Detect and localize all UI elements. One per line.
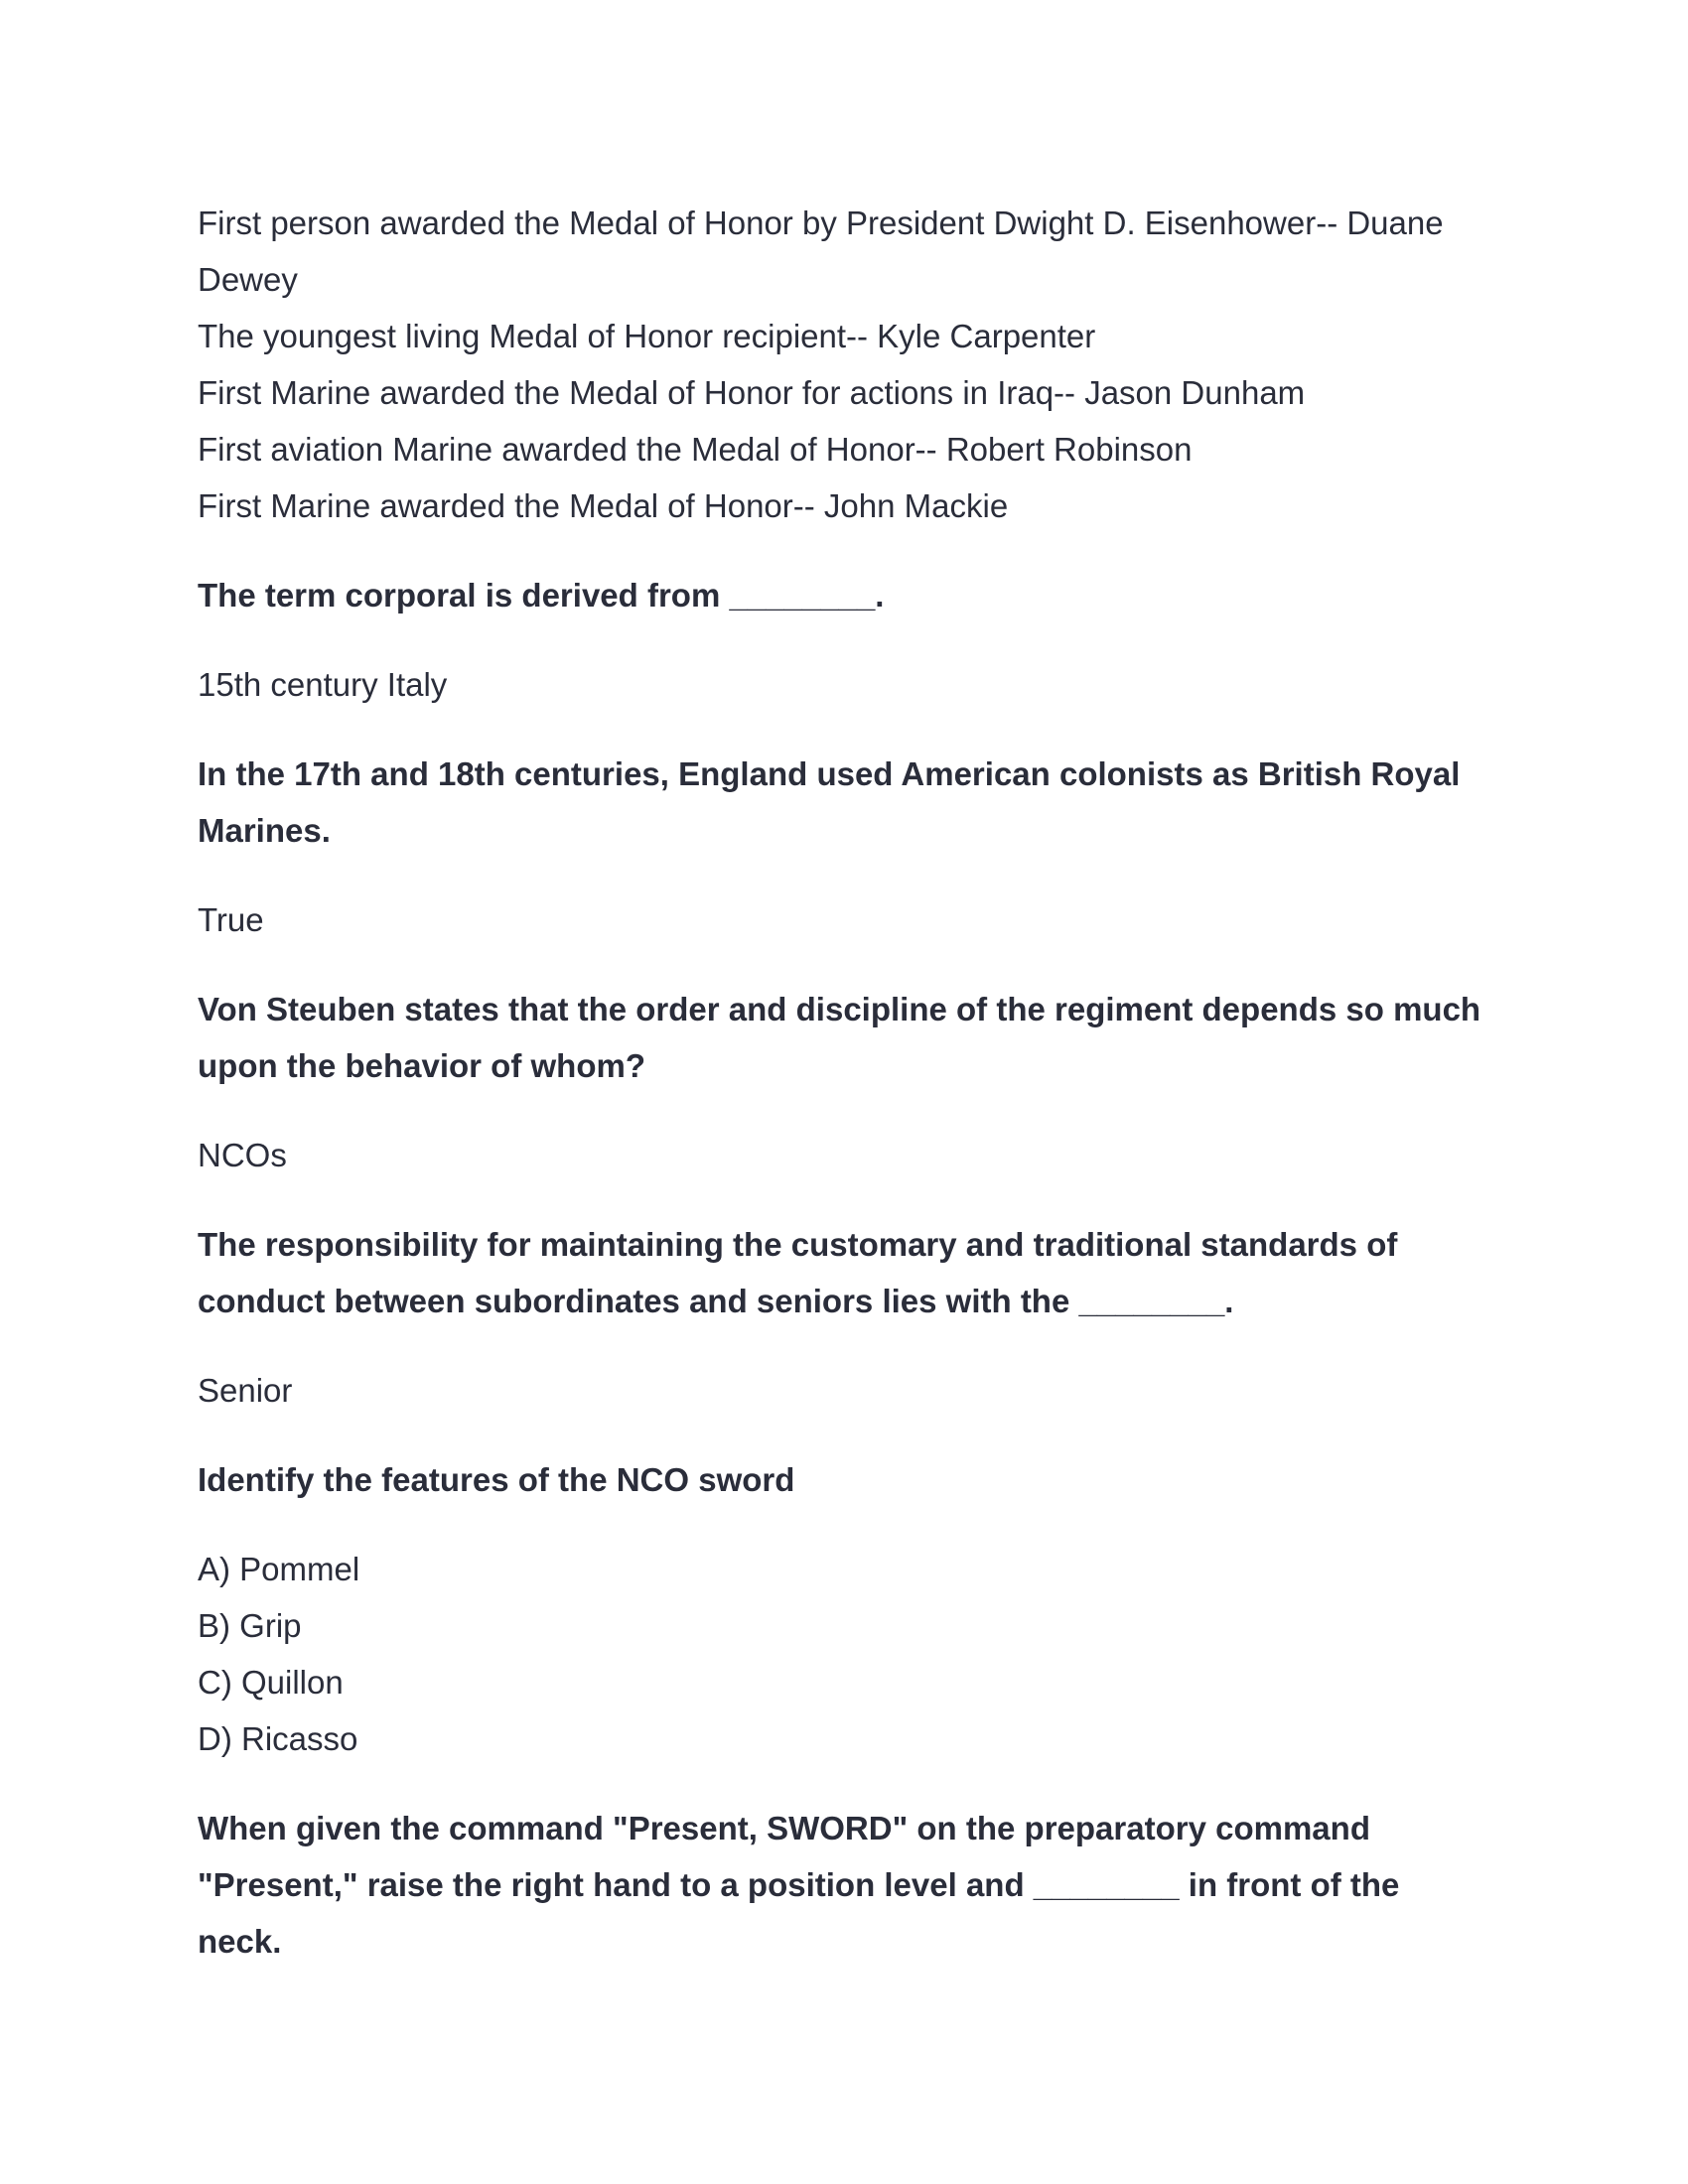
spacer: [198, 1094, 1488, 1127]
question-block: [198, 567, 1488, 713]
question-text: The responsibility for maintaining the customary and traditional standards of conduct between subordinates and seniors lies with the ________.: [198, 1226, 1398, 1319]
spacer: [198, 1329, 1488, 1362]
question-block: [198, 1451, 1488, 1767]
answer-option: C) Quillon: [198, 1664, 344, 1701]
medal-of-honor-list: [198, 195, 1488, 534]
spacer: [198, 1183, 1488, 1216]
document-body: [198, 195, 1488, 1970]
answer-text: 15th century Italy: [198, 666, 448, 703]
spacer: [198, 859, 1488, 891]
list-item: The youngest living Medal of Honor recipient-- Kyle Carpenter: [198, 318, 1096, 354]
answer-option: D) Ricasso: [198, 1720, 358, 1757]
spacer: [198, 623, 1488, 656]
question-text: In the 17th and 18th centuries, England used American colonists as British Royal Marines.: [198, 755, 1461, 849]
answer-text: NCOs: [198, 1137, 287, 1173]
spacer: [198, 534, 1488, 567]
answer-option: A) Pommel: [198, 1551, 360, 1587]
list-item: First Marine awarded the Medal of Honor-- John Mackie: [198, 487, 1009, 524]
list-item: First person awarded the Medal of Honor by President Dwight D. Eisenhower-- Duane Dewey: [198, 205, 1444, 298]
question-block: [198, 746, 1488, 948]
spacer: [198, 1419, 1488, 1451]
answer-text: Senior: [198, 1372, 293, 1409]
spacer: [198, 1508, 1488, 1541]
spacer: [198, 1767, 1488, 1800]
answer-text: True: [198, 901, 264, 938]
question-block: [198, 1216, 1488, 1419]
question-block: [198, 1800, 1488, 1970]
question-text: Identify the features of the NCO sword: [198, 1461, 795, 1498]
spacer: [198, 948, 1488, 981]
question-text: The term corporal is derived from ________.: [198, 577, 885, 614]
list-item: First Marine awarded the Medal of Honor for actions in Iraq-- Jason Dunham: [198, 374, 1306, 411]
question-text: Von Steuben states that the order and discipline of the regiment depends so much upon the behavior of whom?: [198, 991, 1481, 1084]
list-item: First aviation Marine awarded the Medal of Honor-- Robert Robinson: [198, 431, 1193, 468]
question-block: [198, 981, 1488, 1183]
answer-option: B) Grip: [198, 1607, 302, 1644]
spacer: [198, 713, 1488, 746]
question-text: When given the command "Present, SWORD" on the preparatory command "Present," raise the right hand to a position level and ________ in front of the neck.: [198, 1810, 1400, 1960]
